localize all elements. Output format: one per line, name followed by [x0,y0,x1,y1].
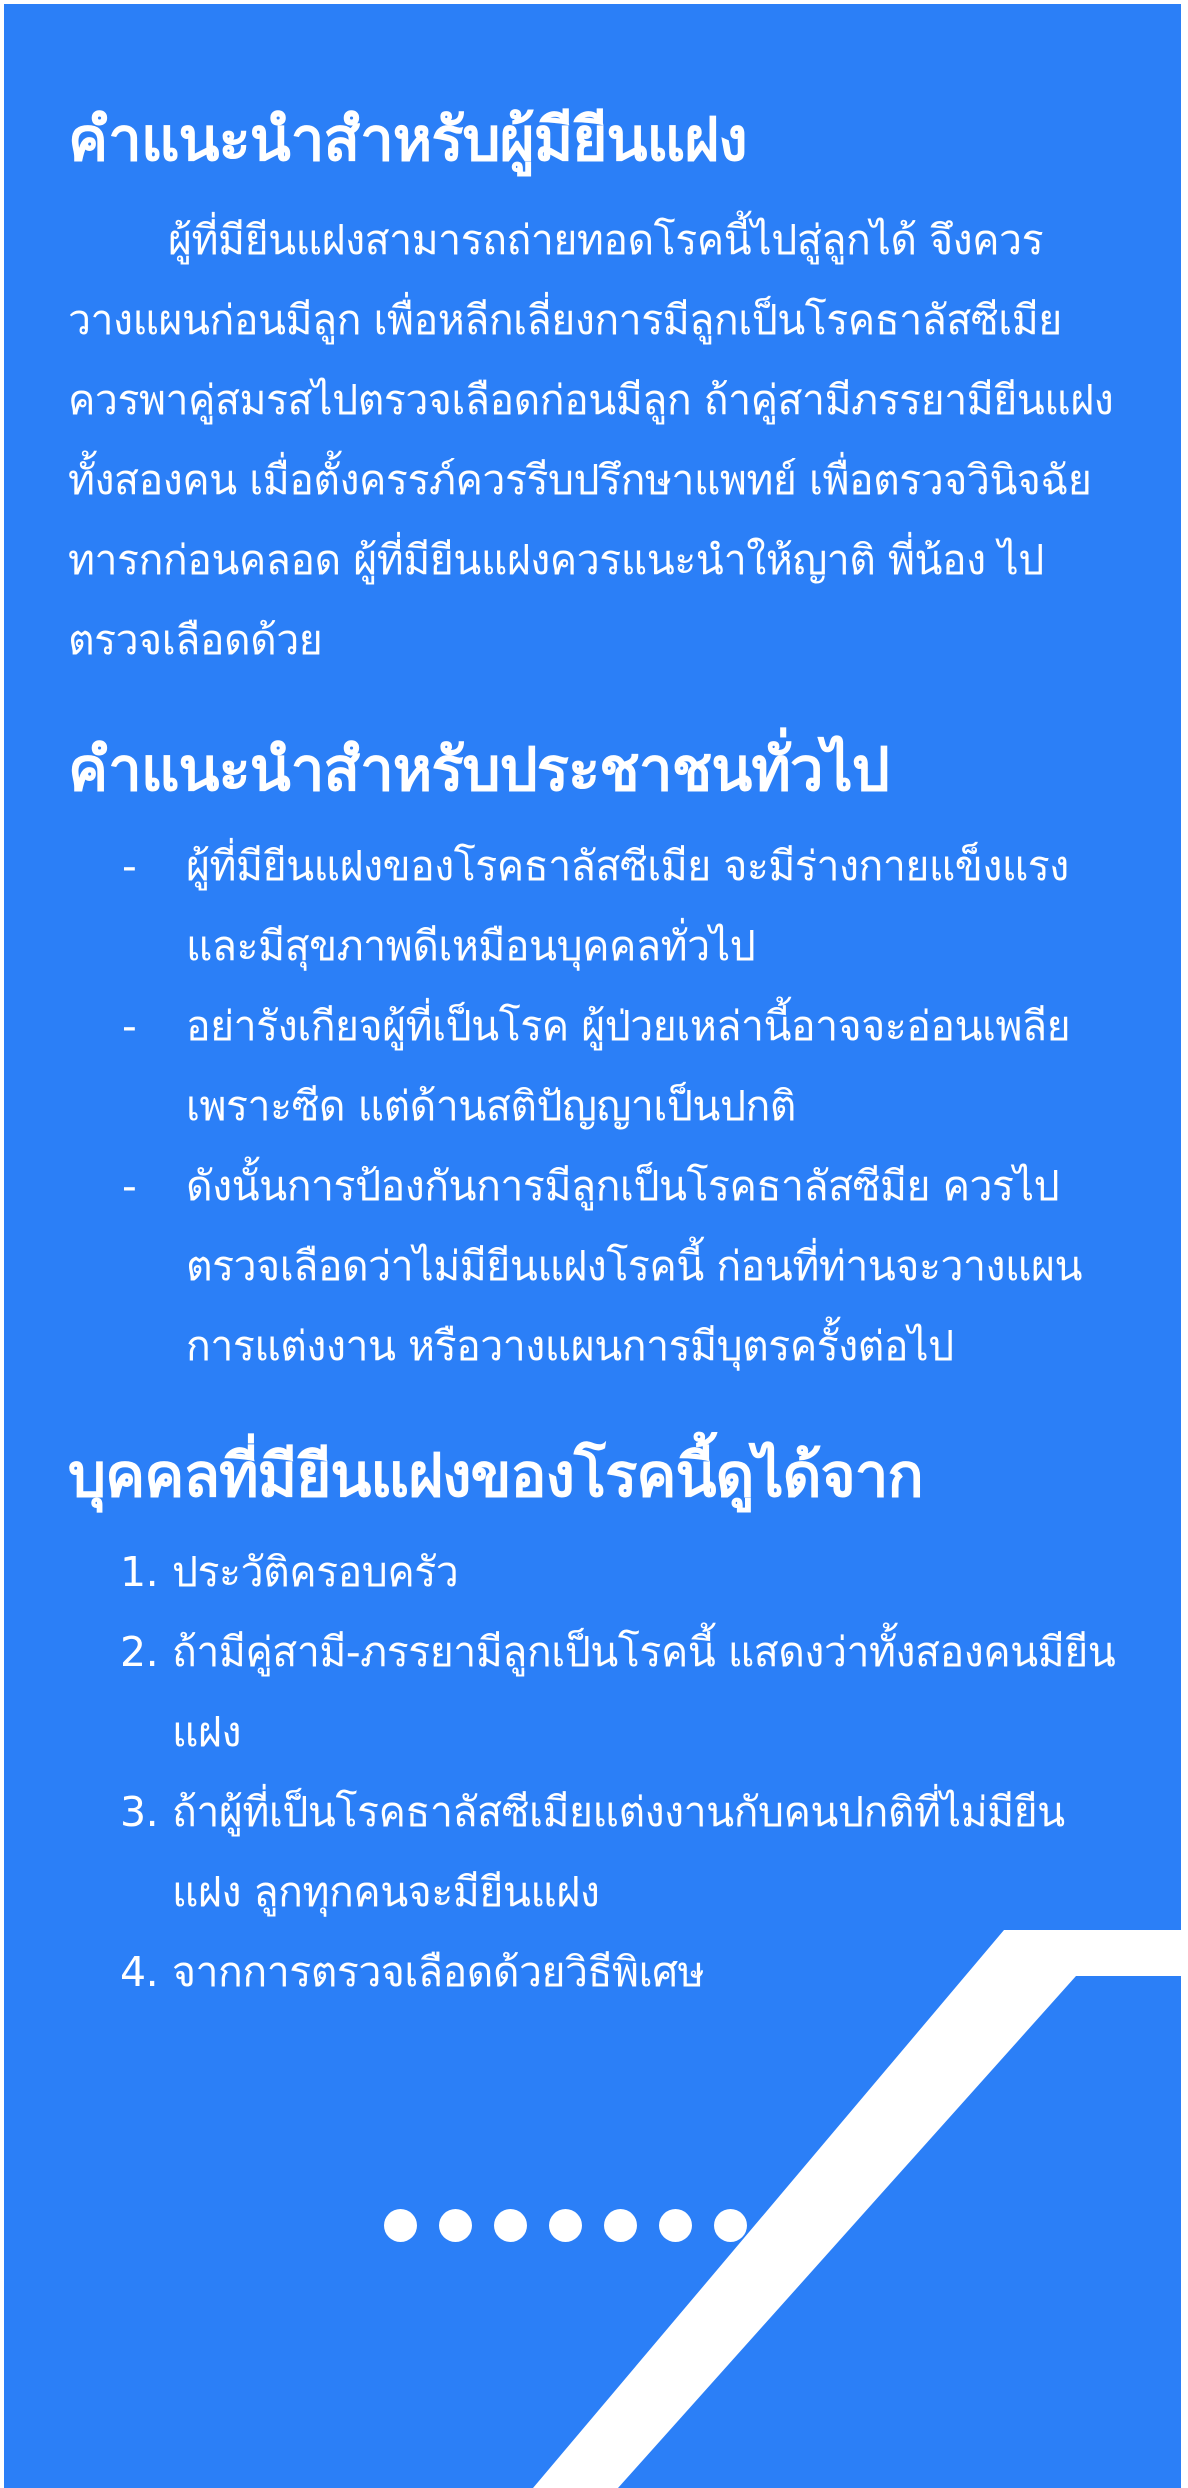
list-number: 2. [120,1628,159,1676]
list-item [68,1772,1128,1932]
list-number: 4. [120,1948,159,1996]
pagination-dot[interactable] [604,2209,637,2242]
list-item-text: ถ้ามีคู่สามี-ภรรยามีลูกเป็นโรคนี้ แสดงว่าทั้งสองคนมียีนแฝง [172,1628,1116,1756]
identify-carriers-list [68,1532,1128,2012]
info-panel [4,4,1181,2488]
list-dash-marker: - [122,1002,137,1050]
list-item-text: อย่ารังเกียจผู้ที่เป็นโรค ผู้ป่วยเหล่านี้อาจจะอ่อนเพลียเพราะซีด แต่ด้านสติปัญญาเป็นปกติ [186,1002,1071,1130]
list-dash-marker: - [122,842,137,890]
pagination-dots [384,2209,747,2242]
list-item-text: ดังนั้นการป้องกันการมีลูกเป็นโรคธาลัสซีมีย ควรไปตรวจเลือดว่าไม่มียีนแฝงโรคนี้ ก่อนที่ท่านจะวางแผนการแต่งงาน หรือวางแผนการมีบุตรครั้งต่อไป [186,1162,1083,1370]
pagination-dot[interactable] [384,2209,417,2242]
list-dash-marker: - [122,1162,137,1210]
public-advice-list [68,826,1128,1386]
list-number: 1. [120,1548,159,1596]
pagination-dot[interactable] [494,2209,527,2242]
section-heading-carrier-advice: คำแนะนำสำหรับผู้มียีนแฝง [68,105,747,175]
list-item [68,826,1128,986]
list-item [68,1932,1128,2012]
section-identify-carriers [68,1438,1128,2012]
section-carrier-advice [68,102,1128,680]
list-item [68,1146,1128,1386]
carrier-advice-paragraph: ผู้ที่มียีนแฝงสามารถถ่ายทอดโรคนี้ไปสู่ลูกได้ จึงควรวางแผนก่อนมีลูก เพื่อหลีกเลี่ยงการมีลูกเป็นโรคธาลัสซีเมีย ควรพาคู่สมรสไปตรวจเลือดก่อนมีลูก ถ้าคู่สามีภรรยามียีนแฝงทั้งสองคน เมื่อตั้งครรภ์ควรรีบปรึกษาแพทย์ เพื่อตรวจวินิจฉัยทารกก่อนคลอด ผู้ที่มียีนแฝงควรแนะนำให้ญาติ พี่น้อง ไปตรวจเลือดด้วย [68,216,1114,664]
section-heading-public-advice: คำแนะนำสำหรับประชาชนทั่วไป [68,735,889,805]
list-item [68,1532,1128,1612]
list-item-text: ถ้าผู้ที่เป็นโรคธาลัสซีเมียแต่งงานกับคนปกติที่ไม่มียีนแฝง ลูกทุกคนจะมียีนแฝง [172,1788,1065,1916]
list-item [68,986,1128,1146]
pagination-dot[interactable] [549,2209,582,2242]
list-item-text: ประวัติครอบครัว [172,1548,459,1596]
section-public-advice [68,732,1128,1386]
list-item-text: ผู้ที่มียีนแฝงของโรคธาลัสซีเมีย จะมีร่างกายแข็งแรงและมีสุขภาพดีเหมือนบุคคลทั่วไป [186,842,1069,970]
pagination-dot[interactable] [714,2209,747,2242]
section-heading-identify-carriers: บุคคลที่มียีนแฝงของโรคนี้ดูได้จาก [68,1441,923,1511]
list-number: 3. [120,1788,159,1836]
list-item-text: จากการตรวจเลือดด้วยวิธีพิเศษ [172,1948,705,1996]
pagination-dot[interactable] [439,2209,472,2242]
pagination-dot[interactable] [659,2209,692,2242]
list-item [68,1612,1128,1772]
content-area [68,102,1128,2012]
